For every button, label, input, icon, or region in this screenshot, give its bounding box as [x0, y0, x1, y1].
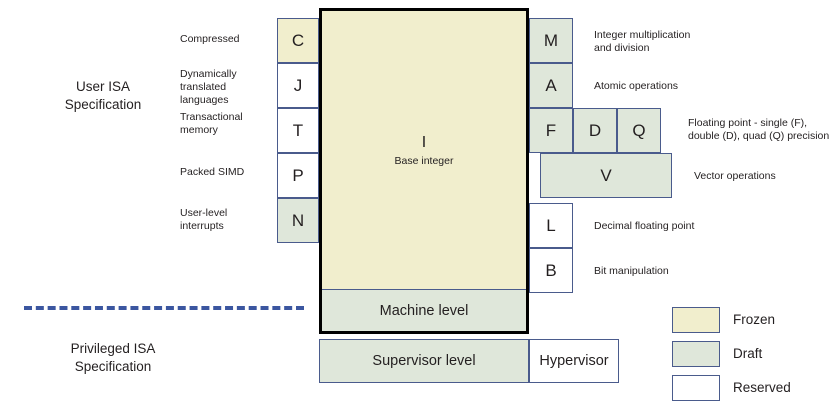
privileged-isa-section-title	[28, 340, 198, 375]
extension-box-a[interactable]	[529, 63, 573, 108]
label-a-line1: Atomic operations	[594, 80, 679, 92]
label-t-line1: Transactional	[180, 111, 243, 123]
label-j-line1: Dynamically	[180, 68, 237, 80]
label-packed-simd	[180, 166, 270, 179]
supervisor-level-label: Supervisor level	[372, 352, 476, 369]
extension-letter-l: L	[546, 215, 556, 235]
label-n-line1: User-level	[180, 207, 228, 219]
extension-box-m[interactable]	[529, 18, 573, 63]
base-integer-body	[322, 11, 526, 289]
label-atomic-operations	[594, 80, 774, 93]
extension-letter-n: N	[291, 210, 305, 230]
label-decimal-floating-point	[594, 220, 774, 233]
label-j-line2: translated languages	[180, 81, 229, 107]
extension-box-f[interactable]	[529, 108, 573, 153]
extension-letter-a: A	[545, 75, 557, 95]
supervisor-level-box[interactable]	[319, 339, 529, 383]
label-f-line2: double (D), quad (Q) precision	[688, 130, 830, 143]
extension-box-n[interactable]	[277, 198, 319, 243]
legend-swatch-frozen	[672, 307, 720, 333]
legend-swatch-draft	[672, 341, 720, 367]
extension-letter-c: C	[291, 30, 305, 50]
label-b-line1: Bit manipulation	[594, 265, 669, 277]
extension-box-c[interactable]	[277, 18, 319, 63]
extension-letter-b: B	[545, 260, 557, 280]
legend-label-draft: Draft	[733, 346, 763, 361]
label-bit-manipulation	[594, 265, 774, 278]
legend-label-frozen: Frozen	[733, 312, 776, 327]
priv-isa-title-line1: Privileged ISA	[70, 341, 156, 356]
extension-letter-v: V	[600, 165, 612, 185]
extension-letter-t: T	[292, 120, 304, 140]
extension-box-q[interactable]	[617, 108, 661, 153]
base-integer-subtitle: Base integer	[394, 154, 454, 167]
label-m-line1: Integer multiplication	[594, 29, 691, 41]
label-m-line2: and division	[594, 42, 650, 55]
extension-letter-q: Q	[632, 120, 646, 140]
extension-letter-p: P	[292, 165, 304, 185]
label-transactional-memory	[180, 111, 270, 137]
extension-box-l[interactable]	[529, 203, 573, 248]
label-dynamically-translated	[180, 68, 270, 107]
extension-letter-d: D	[588, 120, 602, 140]
label-integer-multiplication	[594, 29, 774, 55]
extension-box-p[interactable]	[277, 153, 319, 198]
hypervisor-box[interactable]	[529, 339, 619, 383]
extension-box-j[interactable]	[277, 63, 319, 108]
label-l-line1: Decimal floating point	[594, 220, 695, 232]
label-p-text: Packed SIMD	[180, 166, 245, 178]
label-compressed-text: Compressed	[180, 33, 240, 45]
label-floating-point	[688, 117, 837, 143]
label-f-line1: Floating point - single (F),	[688, 117, 808, 129]
legend-swatch-reserved	[672, 375, 720, 401]
extension-letter-m: M	[543, 30, 559, 50]
isa-spec-divider	[24, 306, 304, 310]
base-integer-letter: I	[421, 133, 427, 151]
label-v-line1: Vector operations	[694, 170, 776, 182]
user-isa-title-line1: User ISA	[75, 79, 130, 94]
extension-box-b[interactable]	[529, 248, 573, 293]
legend-label-reserved: Reserved	[733, 380, 791, 395]
user-isa-section-title	[28, 78, 178, 113]
extension-box-d[interactable]	[573, 108, 617, 153]
machine-level-label: Machine level	[379, 302, 469, 319]
extension-letter-f: F	[545, 120, 557, 140]
label-n-line2: interrupts	[180, 220, 224, 233]
hypervisor-label: Hypervisor	[539, 352, 609, 369]
machine-level-box[interactable]	[322, 289, 526, 331]
extension-letter-j: J	[293, 75, 303, 95]
base-integer-column[interactable]	[319, 8, 529, 334]
user-isa-title-line2: Specification	[64, 96, 142, 112]
priv-isa-title-line2: Specification	[74, 358, 152, 374]
label-t-line2: memory	[180, 124, 218, 137]
label-user-level-interrupts	[180, 207, 270, 233]
label-vector-operations	[694, 170, 837, 183]
extension-box-t[interactable]	[277, 108, 319, 153]
label-compressed	[180, 33, 270, 46]
extension-box-v[interactable]	[540, 153, 672, 198]
